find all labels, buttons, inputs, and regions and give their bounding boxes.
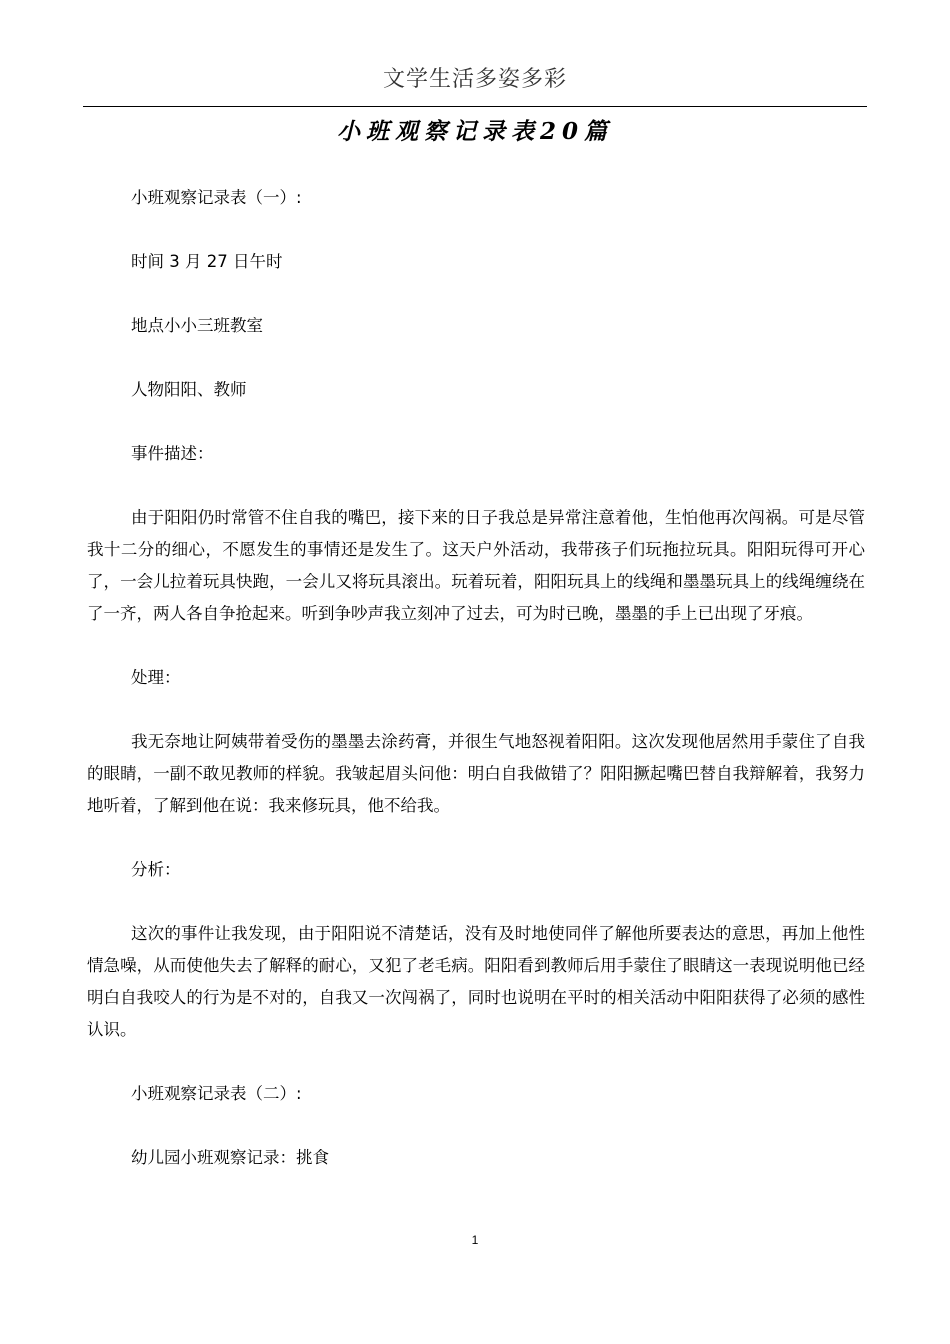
time-line: 时间 3 月 27 日午时 [131,252,283,271]
people-line: 人物阳阳、教师 [131,380,247,399]
header-divider [83,106,867,107]
analysis-text: 这次的事件让我发现，由于阳阳说不清楚话，没有及时地使同伴了解他所要表达的意思，再加上他性情急噪，从而使他失去了解释的耐心，又犯了老毛病。阳阳看到教师后用手蒙住了眼睛这一表现说明他已经明白自我咬人的行为是不对的，自我又一次闯祸了，同时也说明在平时的相关活动中阳阳获得了必须的感性认识。 [87,924,865,1039]
running-header: 文学生活多姿多彩 [382,67,567,92]
handling-label: 处理： [131,668,181,687]
event-description: 由于阳阳仍时常管不住自我的嘴巴，接下来的日子我总是异常注意着他，生怕他再次闯祸。可是尽管我十二分的细心，不愿发生的事情还是发生了。这天户外活动，我带孩子们玩拖拉玩具。阳阳玩得可开心了，一会儿拉着玩具快跑，一会儿又将玩具滚出。玩着玩着，阳阳玩具上的线绳和墨墨玩具上的线绳缠绕在了一齐，两人各自争抢起来。听到争吵声我立刻冲了过去，可为时已晚，墨墨的手上已出现了牙痕。 [87,508,865,623]
section-heading: 小班观察记录表（一）: [131,188,302,207]
section-heading-2: 小班观察记录表（二）: [131,1084,302,1103]
document-title: 小班观察记录表20篇 [336,118,613,145]
analysis-label: 分析： [131,860,181,879]
document-body [87,182,865,1206]
subtitle-line: 幼儿园小班观察记录：挑食 [131,1148,329,1167]
handling-text: 我无奈地让阿姨带着受伤的墨墨去涂药膏，并很生气地怒视着阳阳。这次发现他居然用手蒙住了自我的眼睛，一副不敢见教师的样貌。我皱起眉头问他：明白自我做错了？阳阳撅起嘴巴替自我辩解着，我努力地听着，了解到他在说：我来修玩具，他不给我。 [87,732,865,815]
location-line: 地点小小三班教室 [131,316,263,335]
event-label: 事件描述： [131,444,214,463]
page-number: 1 [471,1233,479,1247]
